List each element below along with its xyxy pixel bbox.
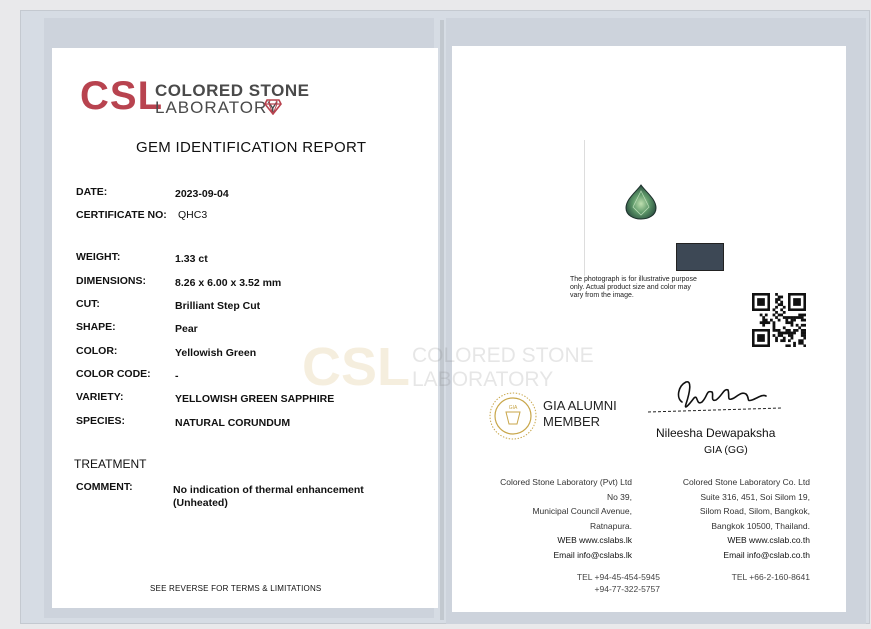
reverse-note: SEE REVERSE FOR TERMS & LIMITATIONS — [150, 584, 322, 593]
signature — [642, 372, 792, 422]
address-lk-line: No 39, — [606, 491, 632, 502]
phone-thailand — [690, 571, 810, 583]
field-label-color-code: COLOR CODE: — [76, 368, 151, 380]
brand-line1: COLORED STONE — [155, 81, 310, 100]
field-value-cut: Brilliant Step Cut — [175, 300, 261, 312]
address-th-line: Silom Road, Silom, Bangkok, — [699, 506, 810, 516]
watermark-line1: COLORED STONE — [412, 344, 594, 367]
signer-name: Nileesha Dewapaksha — [656, 426, 776, 440]
treatment-heading: TREATMENT — [74, 457, 147, 471]
field-value-weight: 1.33 ct — [175, 253, 208, 265]
address-lk-line: Colored Stone Laboratory (Pvt) Ltd — [500, 477, 632, 487]
field-label-species: SPECIES: — [76, 415, 126, 427]
field-label-dimensions: DIMENSIONS: — [76, 275, 147, 287]
brand-mark: CSL — [80, 74, 163, 118]
field-label-weight: WEIGHT: — [76, 251, 121, 263]
field-label-shape: SHAPE: — [76, 321, 116, 333]
field-value-certificate: QHC3 — [178, 209, 208, 221]
address-lk-email[interactable]: Email info@cslabs.lk — [553, 549, 632, 560]
address-lk-line: Ratnapura. — [589, 520, 632, 531]
address-th-email[interactable]: Email info@cslab.co.th — [723, 549, 810, 560]
field-label-date: DATE: — [76, 186, 108, 198]
field-value-color: Yellowish Green — [175, 347, 257, 359]
field-label-color: COLOR: — [76, 345, 118, 357]
comment-label: COMMENT: — [76, 481, 133, 493]
phone-srilanka — [540, 571, 660, 595]
address-lk-web[interactable]: WEB www.cslabs.lk — [557, 535, 632, 545]
field-value-species: NATURAL CORUNDUM — [175, 417, 291, 429]
report-title: GEM IDENTIFICATION REPORT — [136, 139, 367, 156]
field-value-date: 2023-09-04 — [175, 188, 229, 200]
address-th-line: Colored Stone Laboratory Co. Ltd — [682, 477, 810, 487]
gia-seal-text: GIA — [508, 405, 518, 411]
watermark-line2: LABORATORY — [412, 368, 554, 391]
field-label-variety: VARIETY: — [76, 391, 124, 403]
photo-disclaimer — [570, 276, 720, 300]
comment-line-1: No indication of thermal enhancement — [173, 484, 364, 496]
phone-lk-1: TEL +94-45-454-5945 — [576, 572, 660, 582]
center-fold — [440, 20, 444, 620]
disclaimer-line-1: The photograph is for illustrative purpose — [570, 276, 697, 283]
address-thailand — [670, 475, 810, 562]
gia-text-line2: MEMBER — [543, 414, 601, 429]
field-value-color-code: - — [175, 370, 179, 382]
field-value-variety: YELLOWISH GREEN SAPPHIRE — [175, 393, 335, 405]
field-label-cut: CUT: — [76, 298, 100, 310]
brand-line2: LABORATORY — [155, 98, 280, 117]
qr-code[interactable] — [752, 293, 806, 347]
comment-line-2: (Unheated) — [173, 497, 228, 509]
disclaimer-line-2: only. Actual product size and color may — [570, 284, 691, 291]
field-value-shape: Pear — [175, 323, 198, 335]
address-srilanka — [500, 475, 632, 562]
phone-th-1: TEL +66-2-160-8641 — [731, 572, 810, 582]
gia-seal-icon — [488, 391, 538, 441]
diamond-icon — [264, 99, 282, 115]
comment-value — [173, 484, 393, 510]
address-lk-line: Municipal Council Avenue, — [532, 506, 632, 516]
signer-title: GIA (GG) — [704, 444, 748, 456]
field-label-certificate: CERTIFICATE NO: — [76, 209, 167, 221]
field-value-dimensions: 8.26 x 6.00 x 3.52 mm — [175, 277, 282, 289]
disclaimer-line-3: vary from the image. — [570, 292, 634, 299]
address-th-web[interactable]: WEB www.cslab.co.th — [727, 535, 810, 545]
gia-text-line1: GIA ALUMNI — [543, 398, 617, 413]
address-th-line: Bangkok 10500, Thailand. — [711, 520, 810, 531]
watermark-mark: CSL — [302, 337, 410, 397]
gemstone-photo — [624, 183, 658, 221]
scale-reference-card — [676, 243, 724, 271]
phone-lk-2: +94-77-322-5757 — [594, 584, 660, 594]
address-th-line: Suite 316, 451, Soi Silom 19, — [700, 491, 810, 502]
